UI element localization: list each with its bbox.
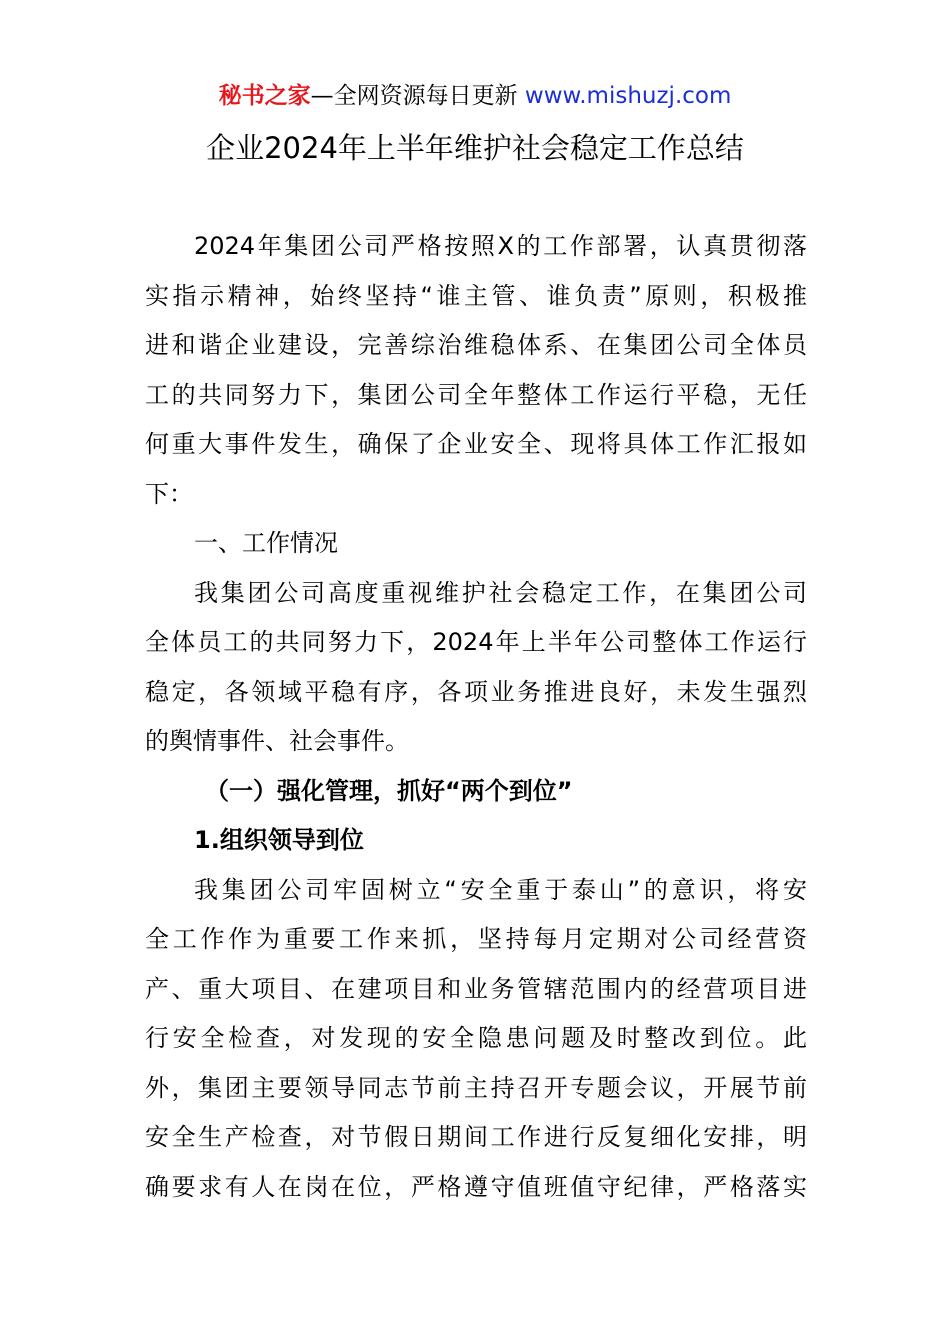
paragraph-2-line: 全体员工的共同努力下，2024年上半年公司整体工作运行 [145,628,807,656]
item-heading: 1.组织领导到位 [194,826,364,854]
header-tagline: —全网资源每日更新 [310,83,525,109]
site-url-link[interactable]: www.mishuzj.com [524,83,732,109]
paragraph-3-line: 外，集团主要领导同志节前主持召开专题会议，开展节前 [145,1073,807,1102]
subsection-heading: （一）强化管理，抓好“两个到位” [205,776,573,805]
paragraph-3-line: 产、重大项目、在建项目和业务管辖范围内的经营项目进 [145,974,807,1003]
paragraph-2-line: 稳定，各领域平稳有序，各项业务推进良好，未发生强烈 [145,677,807,706]
paragraph-2-line: 我集团公司高度重视维护社会稳定工作，在集团公司 [194,578,807,607]
paragraph-1-line: 工的共同努力下，集团公司全年整体工作运行平稳，无任 [145,380,807,409]
paragraph-3-line: 我集团公司牢固树立“安全重于泰山”的意识，将安 [194,875,807,904]
paragraph-3-line: 确要求有人在岗在位，严格遵守值班值守纪律，严格落实 [145,1172,807,1201]
paragraph-1-line: 进和谐企业建设，完善综治维稳体系、在集团公司全体员 [145,331,807,359]
paragraph-2-line: 的舆情事件、社会事件。 [145,727,409,755]
paragraph-1-line: 实指示精神，始终坚持“谁主管、谁负责”原则，积极推 [145,281,807,310]
paragraph-1-line: 下： [145,479,193,508]
paragraph-3-line: 安全生产检查，对节假日期间工作进行反复细化安排，明 [145,1123,807,1151]
paragraph-3-line: 行安全检查，对发现的安全隐患问题及时整改到位。此 [145,1024,807,1052]
document-title: 企业2024年上半年维护社会稳定工作总结 [206,131,744,165]
paragraph-1-line: 何重大事件发生，确保了企业安全、现将具体工作汇报如 [145,430,807,458]
section-heading: 一、工作情况 [194,529,338,557]
document-body [145,222,807,1212]
paragraph-3-line: 全工作作为重要工作来抓，坚持每月定期对公司经营资 [145,925,807,953]
site-header [0,80,950,112]
paragraph-1-line: 2024年集团公司严格按照X的工作部署，认真贯彻落 [194,232,807,260]
brand-name: 秘书之家 [218,83,311,109]
